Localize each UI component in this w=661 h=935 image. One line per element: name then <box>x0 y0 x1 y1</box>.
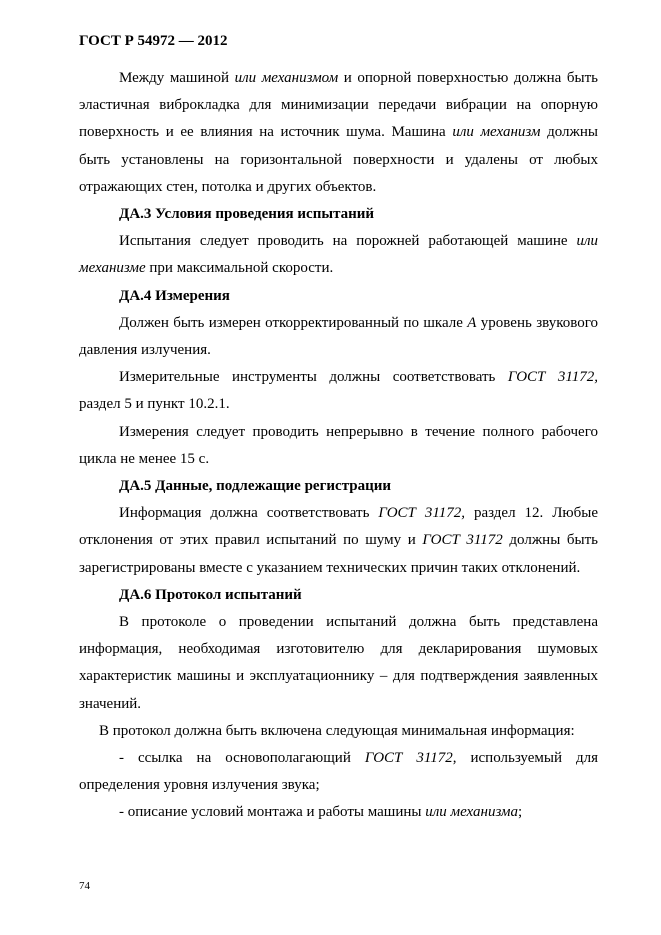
italic-reference: ГОСТ 31172, <box>507 369 598 386</box>
section-heading-da4: ДА.4 Измерения <box>119 287 230 304</box>
paragraph <box>79 718 598 745</box>
italic-reference: или механизме <box>79 233 598 277</box>
text-run: раздел 5 и пункт 10.2.1. <box>79 396 230 413</box>
italic-reference: ГОСТ 31172 <box>364 750 453 767</box>
text-run: В протокол должна быть включена следующая минимальная информация: <box>99 722 575 739</box>
italic-reference: или механизма <box>425 804 518 821</box>
text-run: Измерения следует проводить непрерывно в течение полного рабочего цикла не менее 15 с. <box>79 423 598 467</box>
paragraph <box>79 419 598 473</box>
italic-reference: А <box>467 314 477 331</box>
list-item <box>79 799 598 826</box>
paragraph <box>79 500 598 582</box>
text-run: должны быть зарегистрированы вместе с указанием технических причин таких отклонений. <box>79 532 598 576</box>
text-run: Испытания следует проводить на порожней работающей машине <box>119 233 577 250</box>
text-run: Информация должна соответствовать <box>119 505 379 522</box>
page-number: 74 <box>79 880 90 892</box>
text-run: раздел 12. Любые отклонения от этих правил испытаний по шуму и <box>79 505 598 549</box>
text-run: Между машиной <box>119 70 235 86</box>
section-heading-da5: ДА.5 Данные, подлежащие регистрации <box>119 478 392 495</box>
document-body <box>79 65 598 827</box>
text-run: - ссылка на основополагающий <box>119 750 365 767</box>
paragraph <box>79 364 598 418</box>
paragraph <box>79 609 598 718</box>
paragraph <box>79 228 598 282</box>
text-run: - описание условий монтажа и работы машины <box>119 804 426 821</box>
text-run: и опорной поверхностью должна быть эластичная виброкладка для минимизации передачи вибрации на опорную поверхность и ее влияния на источник шума. Машина <box>79 70 598 141</box>
text-run: ; <box>518 804 523 821</box>
text-run: Измерительные инструменты должны соответствовать <box>119 369 508 386</box>
text-run: В протоколе о проведении испытаний должна быть представлена информация, необходимая изготовителю для декларирования шумовых характеристик машины и эксплуатационнику – для подтверждения заявленных значений. <box>79 614 598 712</box>
paragraph <box>79 310 598 364</box>
document-header: ГОСТ Р 54972 — 2012 <box>79 33 228 49</box>
italic-reference: или механизмом <box>234 70 339 86</box>
italic-reference: ГОСТ 31172 <box>422 532 503 549</box>
italic-reference: ГОСТ 31172, <box>378 505 465 522</box>
paragraph <box>79 65 598 201</box>
text-run: должны быть установлены на горизонтальной поверхности и удалены от любых отражающих стен, потолка и других объектов. <box>79 124 598 195</box>
italic-reference: или механизм <box>452 124 541 141</box>
section-heading-da6: ДА.6 Протокол испытаний <box>119 586 302 603</box>
section-heading-da3: ДА.3 Условия проведения испытаний <box>119 206 375 223</box>
text-run: уровень звукового давления излучения. <box>79 314 598 359</box>
text-run: Должен быть измерен откорректированный по шкале <box>119 314 468 331</box>
text-run: при максимальной скорости. <box>145 260 334 277</box>
text-run: , используемый для определения уровня излучения звука; <box>79 750 598 794</box>
list-item <box>79 745 598 799</box>
